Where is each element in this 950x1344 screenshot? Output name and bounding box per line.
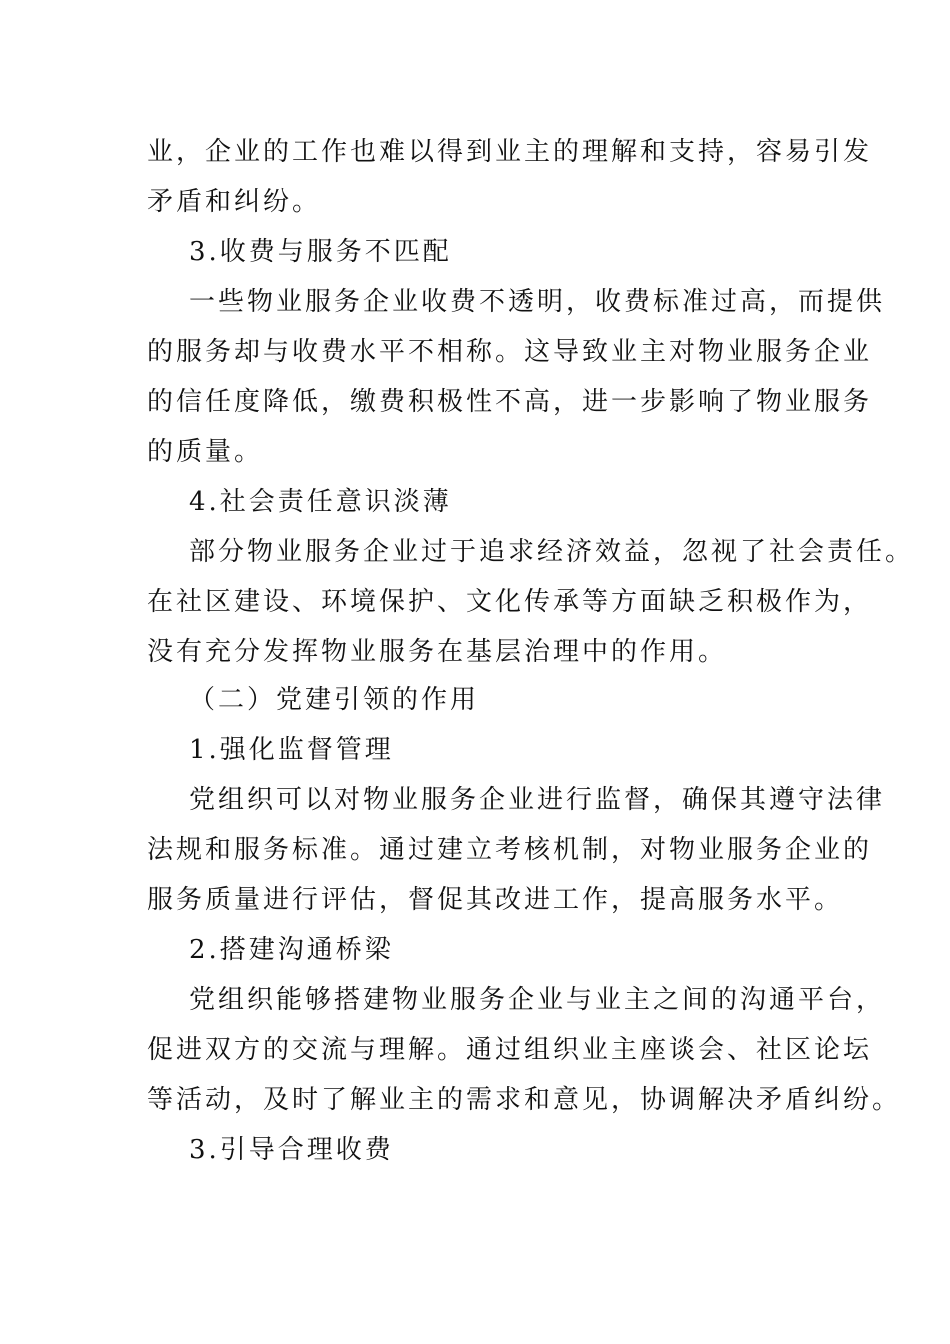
section-heading: 3.引导合理收费 (189, 1135, 394, 1165)
paragraph-line: 促进双方的交流与理解。通过组织业主座谈会、社区论坛 (147, 1035, 873, 1065)
chapter-heading: （二）党建引领的作用 (189, 685, 480, 715)
paragraph-line: 等活动，及时了解业主的需求和意见，协调解决矛盾纠纷。 (147, 1085, 902, 1115)
paragraph-line: 党组织能够搭建物业服务企业与业主之间的沟通平台， (189, 985, 886, 1015)
section-heading: 1.强化监督管理 (189, 735, 394, 765)
section-heading: 4.社会责任意识淡薄 (189, 487, 452, 517)
paragraph-line: 的质量。 (147, 437, 264, 467)
paragraph-line: 矛盾和纠纷。 (147, 187, 322, 217)
paragraph-line: 法规和服务标准。通过建立考核机制，对物业服务企业的 (147, 835, 873, 865)
paragraph-line: 没有充分发挥物业服务在基层治理中的作用。 (147, 637, 728, 667)
paragraph-line: 部分物业服务企业过于追求经济效益，忽视了社会责任。 (189, 537, 915, 567)
section-heading: 2.搭建沟通桥梁 (189, 935, 394, 965)
paragraph-line: 的信任度降低，缴费积极性不高，进一步影响了物业服务 (147, 387, 873, 417)
paragraph-line: 业，企业的工作也难以得到业主的理解和支持，容易引发 (147, 137, 873, 167)
paragraph-line: 服务质量进行评估，督促其改进工作，提高服务水平。 (147, 885, 844, 915)
paragraph-line: 党组织可以对物业服务企业进行监督，确保其遵守法律 (189, 785, 886, 815)
paragraph-line: 在社区建设、环境保护、文化传承等方面缺乏积极作为， (147, 587, 873, 617)
paragraph-line: 一些物业服务企业收费不透明，收费标准过高，而提供 (189, 287, 886, 317)
section-heading: 3.收费与服务不匹配 (189, 237, 452, 267)
paragraph-line: 的服务却与收费水平不相称。这导致业主对物业服务企业 (147, 337, 873, 367)
